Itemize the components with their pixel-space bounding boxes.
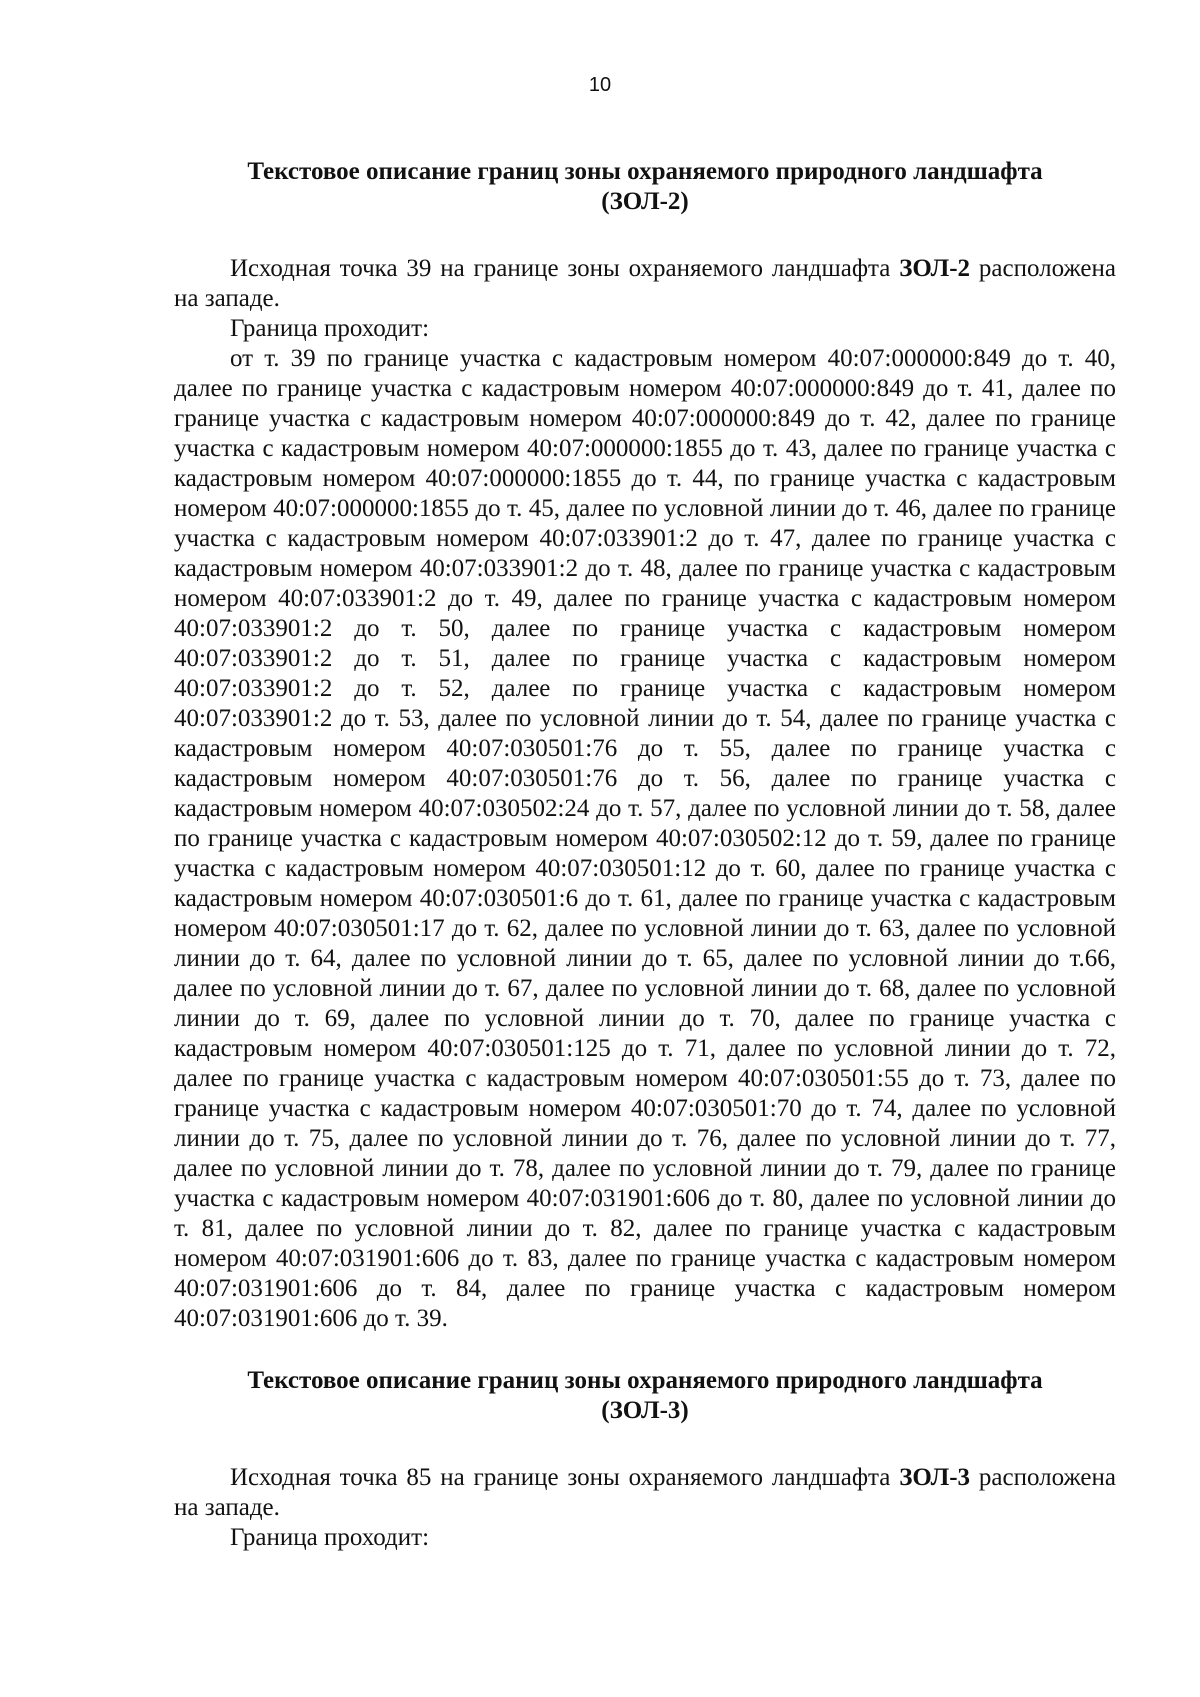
boundary-description: от т. 39 по границе участка с кадастровым номером 40:07:000000:849 до т. 40, далее по границе участка с кадастровым номером 40:07:000000:849 до т. 41, далее по границе участка с кадастровым номером 40:07:000000:849 до т. 42, далее по границе участка с кадастровым номером 40:07:000000:1855 до т. 43, далее по границе участка с кадастровым номером 40:07:000000:1855 до т. 44, по границе участка с кадастровым номером 40:07:000000:1855 до т. 45, далее по условной линии до т. 46, далее по границе участка с кадастровым номером 40:07:033901:2 до т. 47, далее по границе участка с кадастровым номером 40:07:033901:2 до т. 48, далее по границе участка с кадастровым номером 40:07:033901:2 до т. 49, далее по границе участка с кадастровым номером 40:07:033901:2 до т. 50, далее по границе участка с кадастровым номером 40:07:033901:2 до т. 51, далее по границе участка с кадастровым номером 40:07:033901:2 до т. 52, далее по границе участка с кадастровым номером 40:07:033901:2 до т. 53, далее по условной линии до т. 54, далее по границе участка с кадастровым номером 40:07:030501:76 до т. 55, далее по границе участка с кадастровым номером 40:07:030501:76 до т. 56, далее по границе участка с кадастровым номером 40:07:030502:24 до т. 57, далее по условной линии до т. 58, далее по границе участка с кадастровым номером 40:07:030502:12 до т. 59, далее по границе участка с кадастровым номером 40:07:030501:12 до т. 60, далее по границе участка с кадастровым номером 40:07:030501:6 до т. 61, далее по границе участка с кадастровым номером 40:07:030501:17 до т. 62, далее по условной линии до т. 63, далее по условной линии до т. 64, далее по условной линии до т. 65, далее по условной линии до т.66, далее по условной линии до т. 67, далее по условной линии до т. 68, далее по условной линии до т. 69, далее по условной линии до т. 70, далее по границе участка с кадастровым номером 40:07:030501:125 до т. 71, далее по условной линии до т. 72, далее по границе участка с кадастровым номером 40:07:030501:55 до т. 73, далее по границе участка с кадастровым номером 40:07:030501:70 до т. 74, далее по условной линии до т. 75, далее по условной линии до т. 76, далее по условной линии до т. 77, далее по условной линии до т. 78, далее по условной линии до т. 79, далее по границе участка с кадастровым номером 40:07:031901:606 до т. 80, далее по условной линии до т. 81, далее по условной линии до т. 82, далее по границе участка с кадастровым номером 40:07:031901:606 до т. 83, далее по границе участка с кадастровым номером 40:07:031901:606 до т. 84, далее по границе участка с кадастровым номером 40:07:031901:606 до т. 39. [174,345,1116,1332]
intro-suffix: расположена на западе. [174,1464,1116,1521]
boundary-label: Граница проходит: [230,1524,430,1551]
heading-line-1: Текстовое описание границ зоны охраняемого природного ландшафта [247,158,1043,185]
intro-suffix: расположена на западе. [174,255,1116,312]
section-heading [174,157,1116,217]
intro-paragraph [174,254,1116,314]
section-heading [174,1366,1116,1426]
intro-text: Исходная точка 39 на границе зоны охраняемого ландшафта [230,255,900,282]
zone-code: ЗОЛ-3 [899,1464,971,1491]
page-number: 10 [588,74,612,96]
heading-line-2: (ЗОЛ-2) [601,188,689,215]
boundary-label: Граница проходит: [230,315,430,342]
heading-line-1: Текстовое описание границ зоны охраняемого природного ландшафта [247,1367,1043,1394]
intro-text: Исходная точка 85 на границе зоны охраняемого ландшафта [230,1464,900,1491]
intro-paragraph [174,1463,1116,1523]
zone-code: ЗОЛ-2 [899,255,971,282]
zol-3-section [174,1366,1116,1553]
heading-line-2: (ЗОЛ-3) [601,1397,689,1424]
zol-2-section [174,157,1116,1334]
